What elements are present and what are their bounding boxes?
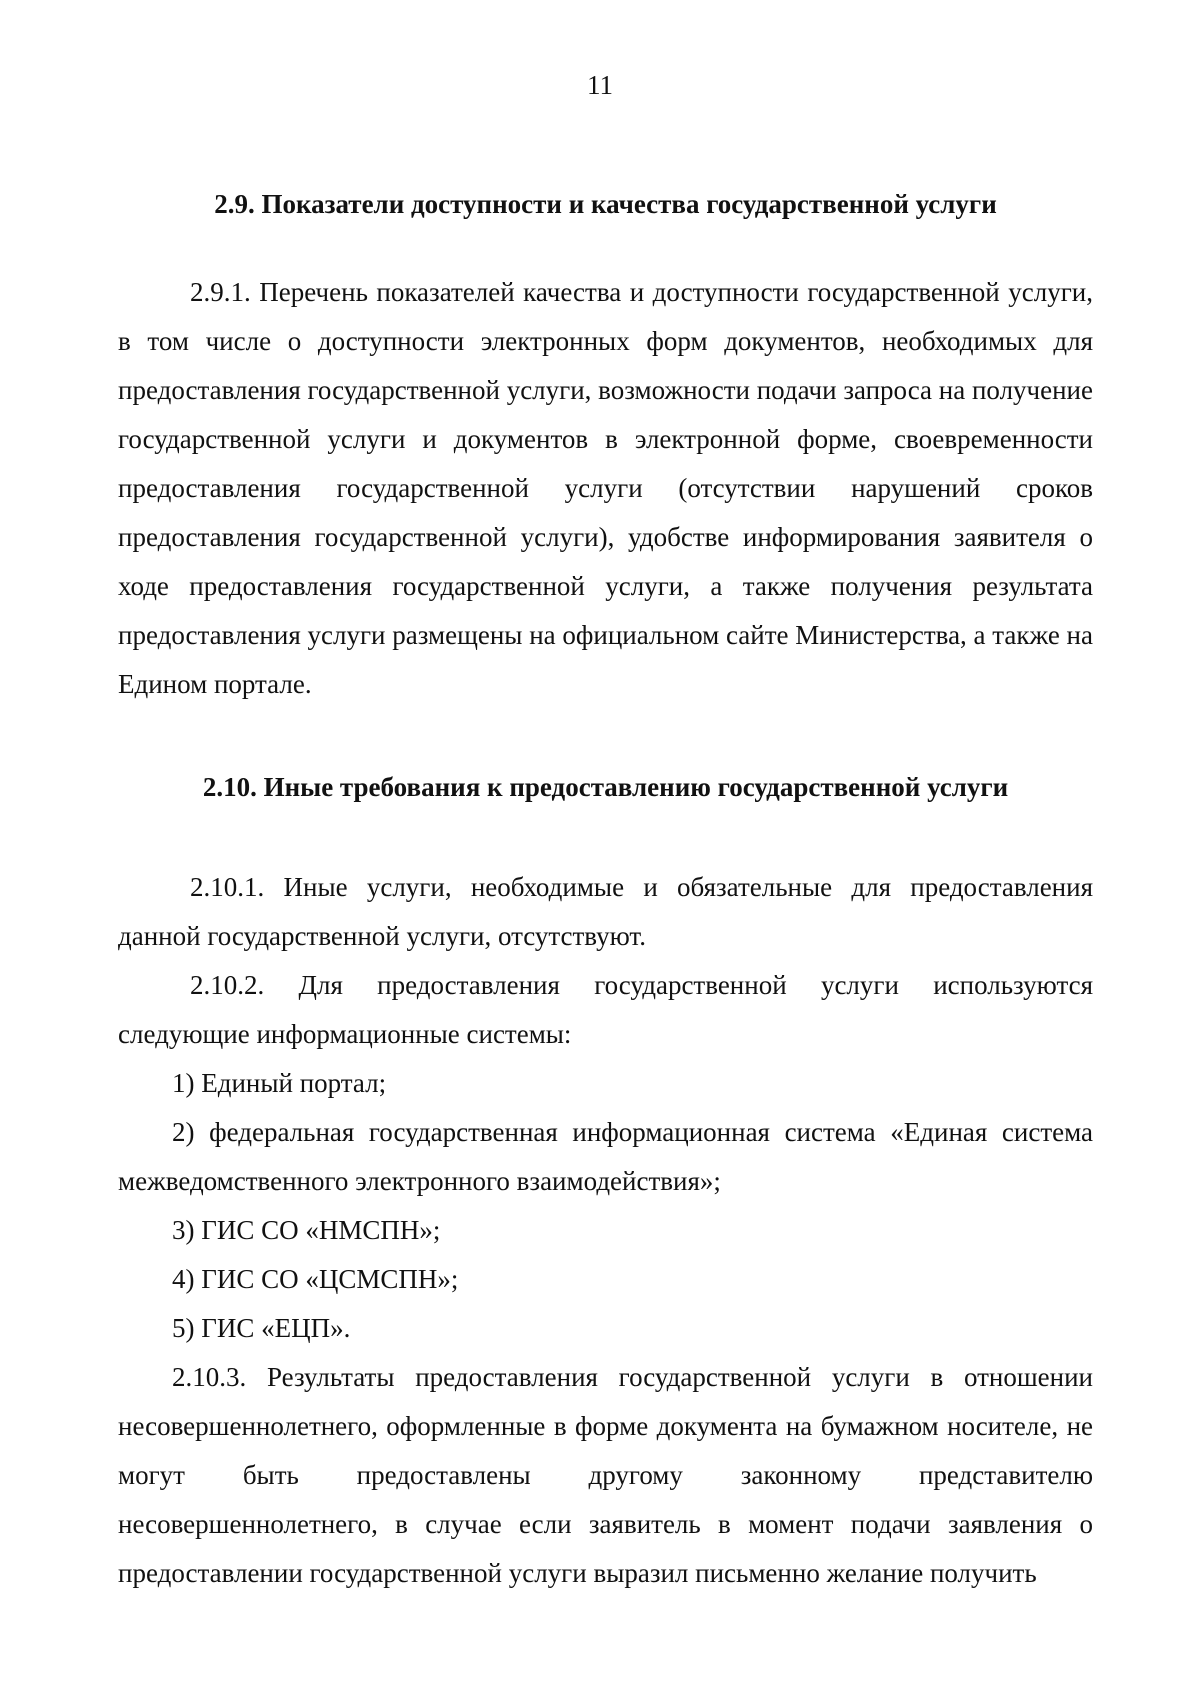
paragraph-2-10-1: 2.10.1. Иные услуги, необходимые и обязательные для предоставления данной государственной услуги, отсутствуют. — [118, 872, 1093, 951]
paragraph-2-10-2: 2.10.2. Для предоставления государственной услуги используются следующие информационные системы: — [118, 970, 1093, 1049]
page-number: 11 — [587, 70, 613, 100]
list-item: 3) ГИС СО «НМСПН»; — [172, 1215, 441, 1245]
list-item: 4) ГИС СО «ЦСМСПН»; — [172, 1264, 459, 1294]
document-body — [118, 188, 1093, 1598]
list-item: 1) Единый портал; — [172, 1068, 387, 1098]
paragraph-2-10-3: 2.10.3. Результаты предоставления государственной услуги в отношении несовершеннолетнего, оформленные в форме документа на бумажном носителе, не могут быть предоставлены другому законному представителю несовершеннолетнего, в случае если заявитель в момент подачи заявления о предоставлении государственной услуги выразил письменно желание получить — [118, 1362, 1093, 1588]
paragraph-2-9-1: 2.9.1. Перечень показателей качества и доступности государственной услуги, в том числе о доступности электронных форм документов, необходимых для предоставления государственной услуги, возможности подачи запроса на получение государственной услуги и документов в электронной форме, своевременности предоставления государственной услуги (отсутствии нарушений сроков предоставления государственной услуги), удобстве информирования заявителя о ходе предоставления государственной услуги, а также получения результата предоставления услуги размещены на официальном сайте Министерства, а также на Едином портале. — [118, 277, 1093, 699]
section-heading-2-10: 2.10. Иные требования к предоставлению государственной услуги — [202, 772, 1009, 802]
section-heading-2-9: 2.9. Показатели доступности и качества государственной услуги — [214, 189, 997, 219]
list-item: 5) ГИС «ЕЦП». — [172, 1313, 351, 1343]
list-item: 2) федеральная государственная информационная система «Единая система межведомственного электронного взаимодействия»; — [118, 1117, 1093, 1196]
